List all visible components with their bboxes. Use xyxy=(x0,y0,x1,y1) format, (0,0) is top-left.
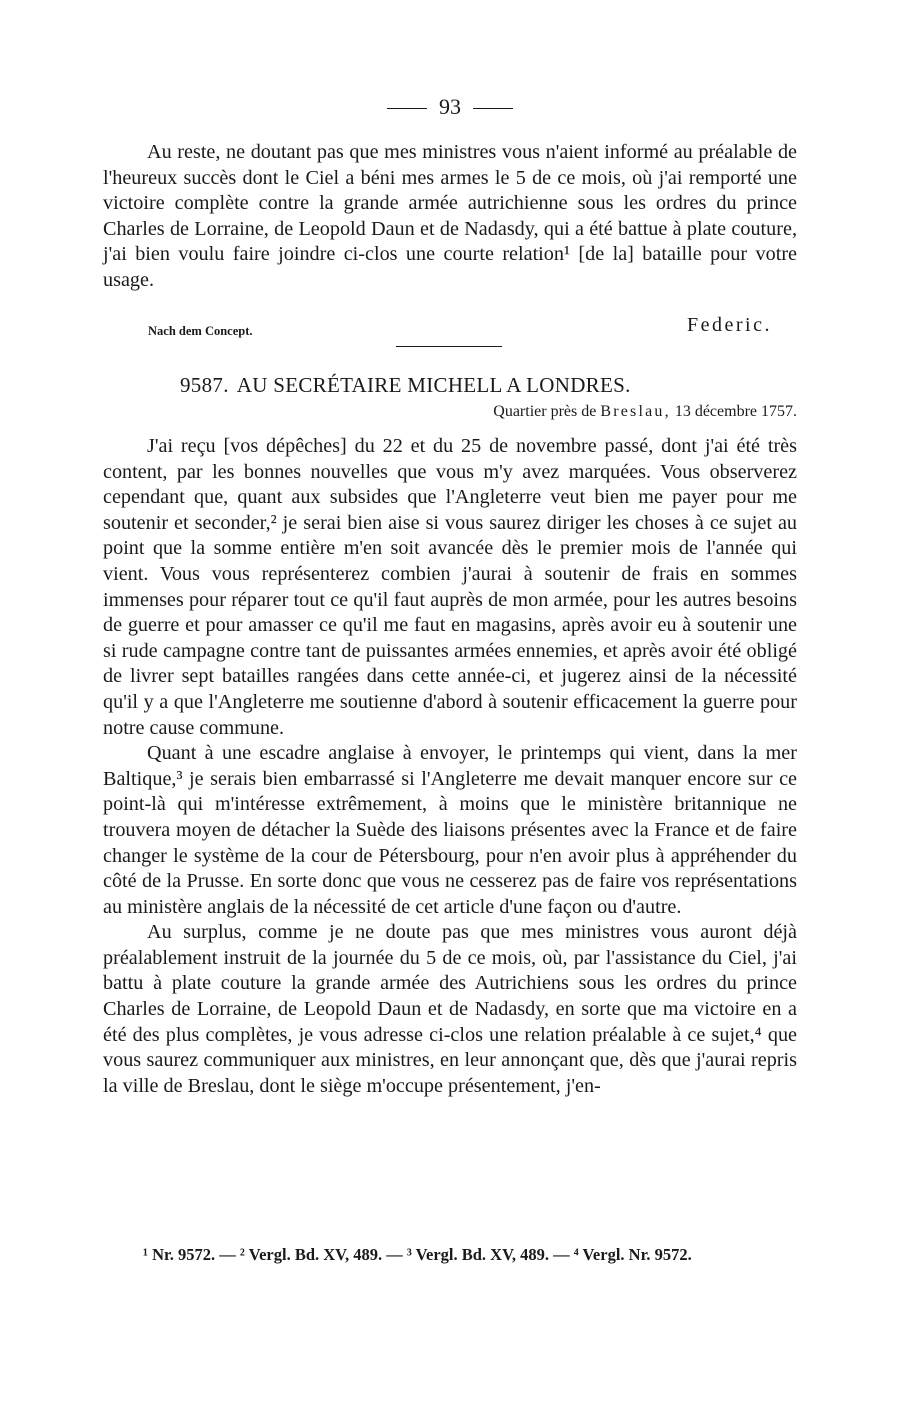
page-header xyxy=(0,94,900,120)
letter-paragraph-3: Au surplus, comme je ne doute pas que mes ministres vous auront déjà préalablement instruit de la journée du 5 de ce mois, où, par l'assistance du Ciel, j'ai battu à plate couture la grande armée des Autrichiens sous les ordres du prince Charles de Lorraine, de Leopold Daun et de Nadasdy, en sorte que ma victoire en a été des plus complètes, je vous adresse ci-clos une relation préalable à ce sujet,⁴ que vous saurez communiquer aux ministres, en leur annonçant que, dès que j'aurai repris la ville de Breslau, dont le siège m'occupe présentement, j'en- xyxy=(103,921,797,1097)
signature: Federic. xyxy=(687,314,772,336)
letter-paragraph-2: Quant à une escadre anglaise à envoyer, le printemps qui vient, dans la mer Baltique,³ je serais bien embarrassé si l'Angleterre me devait manquer encore sur ce point-là qui m'intéresse extrêmement, à moins que le ministère britannique ne trouvera moyen de détacher la Suède des liaisons présentes avec la France et de faire changer le système de la cour de Pétersbourg, pour n'en avoir plus à appréhender du côté de la Prusse. En sorte donc que vous ne cesserez pas de faire vos représentations au ministère anglais de la nécessité de cet article d'une façon ou d'autre. xyxy=(103,742,797,918)
dateline-prefix: Quartier près de xyxy=(493,403,597,420)
source-note: Nach dem Concept. xyxy=(148,324,253,338)
section-divider xyxy=(396,346,502,347)
dateline-date: 13 décembre 1757. xyxy=(674,403,797,420)
letter-paragraph-1: J'ai reçu [vos dépêches] du 22 et du 25 de novembre passé, dont j'ai été très content, par les bonnes nouvelles que vous m'y avez marquées. Vous observerez cependant que, quant aux subsides que l'Angleterre veut bien me payer pour me soutenir et seconder,² je serai bien aise si vous saurez diriger les choses à ce sujet au point que la somme entière m'en soit avancée dès le premier mois de l'année qui vient. Vous vous représenterez combien j'aurai à soutenir de frais en sommes immenses pour réparer tout ce qu'il faut auprès de mon armée, pour les autres besoins de guerre et pour amasser ce qu'il me faut en magasins, après avoir eu à soutenir une si rude campagne contre tant de puissantes armées ennemies, et après avoir été obligé de livrer sept batailles rangées dans cette année-ci, et jugerez ainsi de la nécessité qu'il y a que l'Angleterre me soutienne d'abord à soutenir efficacement la guerre pour notre cause commune. xyxy=(103,435,797,739)
letter-title: AU SECRÉTAIRE MICHELL A LONDRES. xyxy=(236,373,631,397)
closing-line xyxy=(148,314,772,344)
page-number: 93 xyxy=(439,94,461,119)
letter-body xyxy=(103,434,797,1099)
header-dash-left xyxy=(387,108,427,109)
header-dash-right xyxy=(473,108,513,109)
letter-number: 9587. xyxy=(180,373,229,397)
letter-dateline xyxy=(493,402,797,422)
intro-paragraph: Au reste, ne doutant pas que mes ministres vous n'aient informé au préalable de l'heureux succès dont le Ciel a béni mes armes le 5 de ce mois, où j'ai remporté une victoire complète contre la grande armée autrichienne sous les ordres du prince Charles de Lorraine, de Leopold Daun et de Nadasdy, qui a été battue à plate couture, j'ai bien voulu faire joindre ci-clos une courte relation¹ [de la] bataille pour votre usage. xyxy=(103,141,797,291)
letter-heading xyxy=(180,372,740,398)
footnotes xyxy=(103,1244,797,1265)
footnote-text: ¹ Nr. 9572. — ² Vergl. Bd. XV, 489. — ³ Vergl. Bd. XV, 489. — ⁴ Vergl. Nr. 9572. xyxy=(143,1245,692,1264)
dateline-place: Breslau, xyxy=(600,403,671,420)
intro-text xyxy=(103,140,797,294)
